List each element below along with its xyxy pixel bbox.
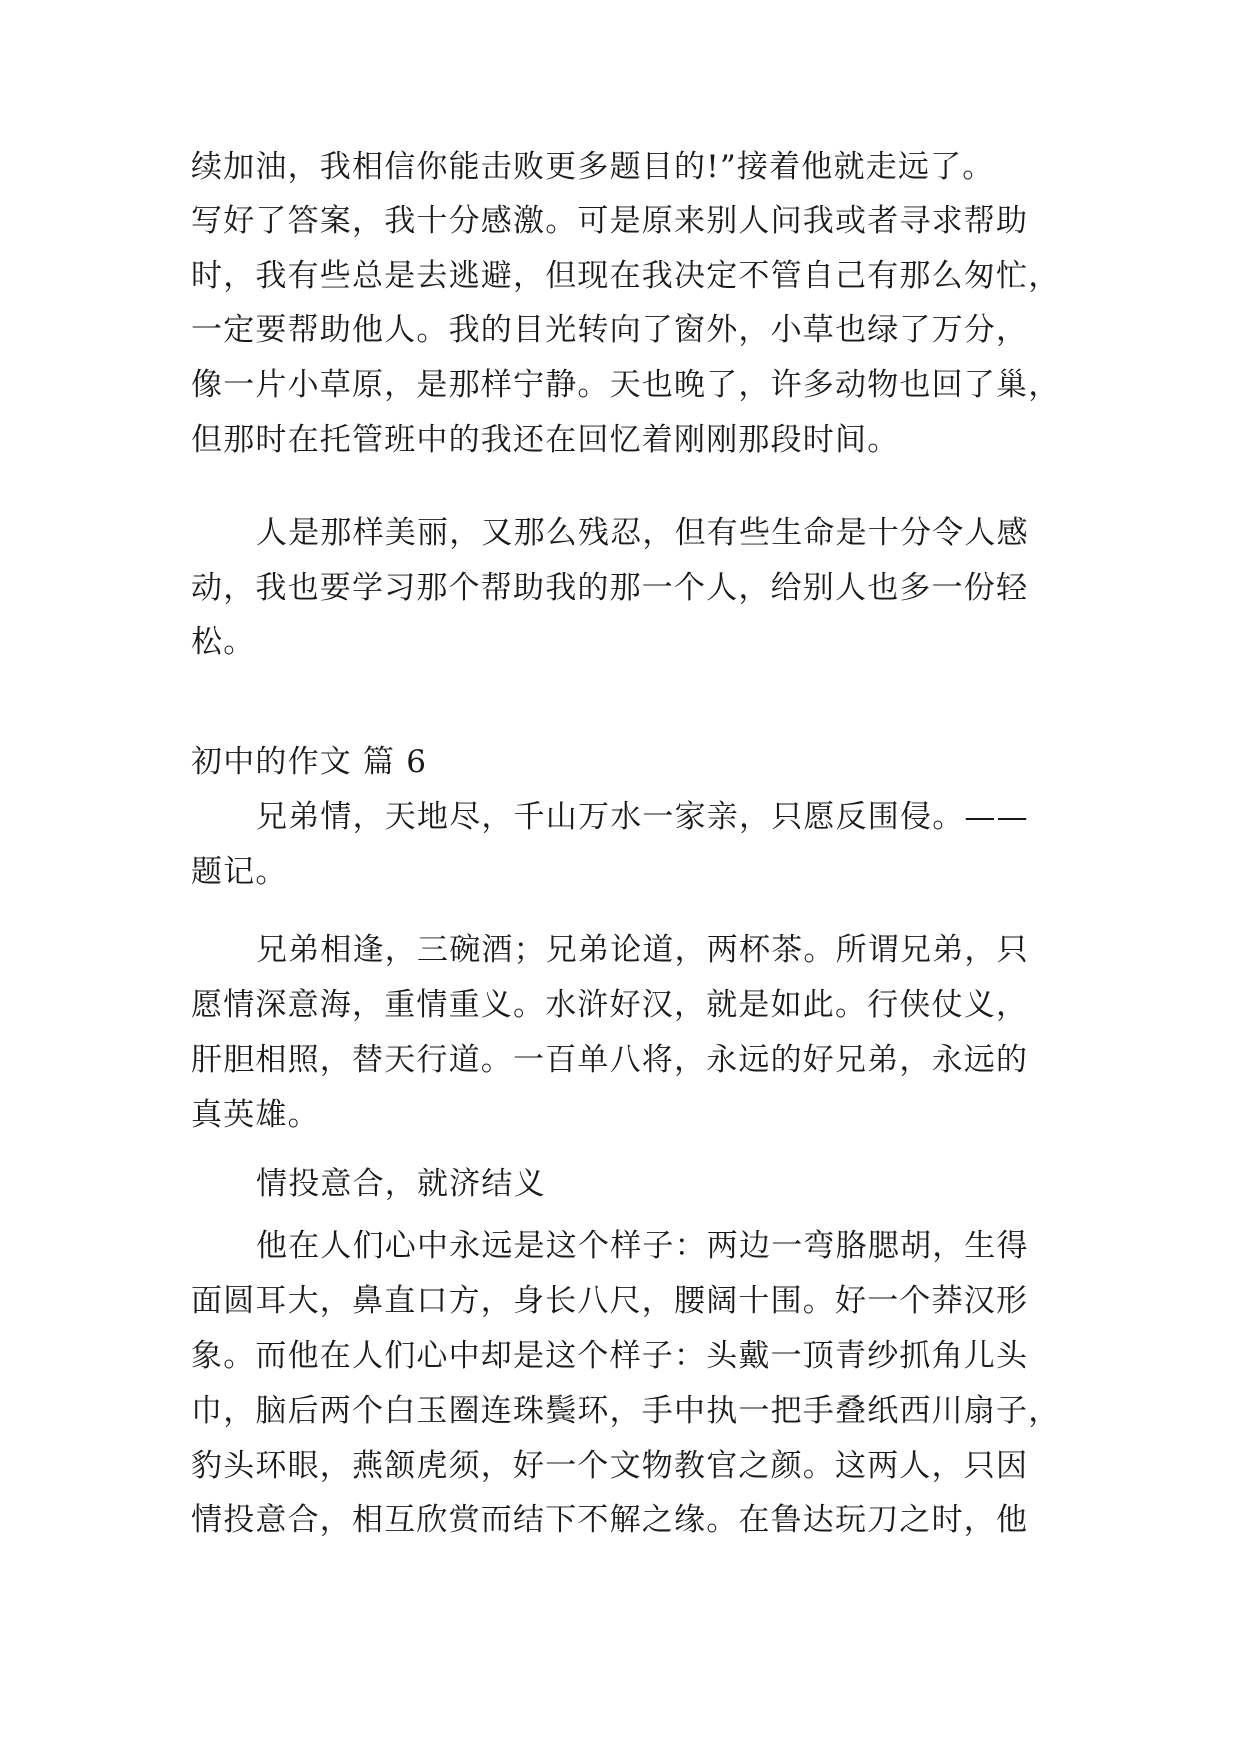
body-line: 象。而他在人们心中却是这个样子：头戴一顶青纱抓角儿头 [191, 1338, 1029, 1374]
body-line: 松。 [191, 624, 256, 660]
body-line: 面圆耳大，鼻直口方，身长八尺，腰阔十围。好一个莽汉形 [191, 1283, 1029, 1319]
section-title: 初中的作文 篇 6 [191, 744, 428, 780]
body-line: 像一片小草原，是那样宁静。天也晚了，许多动物也回了巢， [191, 367, 1061, 403]
body-line: 题记。 [191, 854, 288, 890]
body-line: 续加油，我相信你能击败更多题目的!”接着他就走远了。 [191, 149, 995, 185]
body-line: 一定要帮助他人。我的目光转向了窗外，小草也绿了万分， [191, 312, 1029, 348]
body-line: 真英雄。 [191, 1097, 320, 1133]
body-line: 时，我有些总是去逃避，但现在我决定不管自己有那么匆忙， [191, 258, 1061, 294]
body-line: 豹头环眼，燕颔虎须，好一个文物教官之颜。这两人，只因 [191, 1448, 1029, 1484]
body-line: 情投意合，相互欣赏而结下不解之缘。在鲁达玩刀之时，他 [191, 1502, 1029, 1538]
body-line: 但那时在托管班中的我还在回忆着刚刚那段时间。 [191, 422, 900, 458]
body-line: 愿情深意海，重情重义。水浒好汉，就是如此。行侠仗义， [191, 987, 1029, 1023]
body-line: 兄弟情，天地尽，千山万水一家亲，只愿反围侵。—— [256, 799, 1029, 835]
body-line: 兄弟相逢，三碗酒；兄弟论道，两杯茶。所谓兄弟，只 [256, 932, 1029, 968]
body-line: 动，我也要学习那个帮助我的那一个人，给别人也多一份轻 [191, 570, 1029, 606]
body-line: 情投意合，就济结义 [256, 1166, 546, 1202]
body-line: 写好了答案，我十分感激。可是原来别人问我或者寻求帮助 [191, 203, 1029, 239]
body-line: 肝胆相照，替天行道。一百单八将，永远的好兄弟，永远的 [191, 1042, 1029, 1078]
body-line: 人是那样美丽，又那么残忍，但有些生命是十分令人感 [256, 515, 1029, 551]
body-line: 他在人们心中永远是这个样子：两边一弯胳腮胡，生得 [256, 1228, 1029, 1264]
body-line: 巾，脑后两个白玉圈连珠鬓环，手中执一把手叠纸西川扇子， [191, 1393, 1061, 1429]
